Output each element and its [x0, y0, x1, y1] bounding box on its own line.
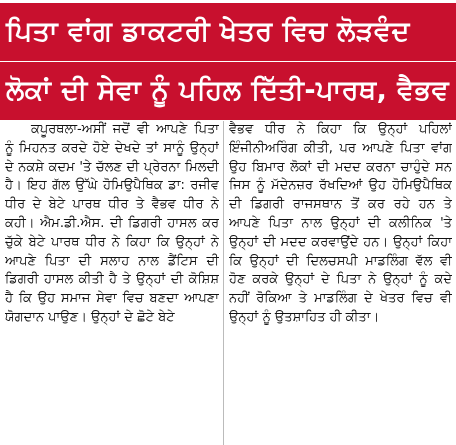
article-column-right — [229, 121, 452, 445]
article-paragraph-right: ਵੈਭਵ ਧੀਰ ਨੇ ਕਿਹਾ ਕਿ ਉਨ੍ਹਾਂ ਪਹਿਲਾਂ ਇੰਜੀਨੀਅਰਿੰਗ ਕੀਤੀ, ਪਰ ਆਪਣੇ ਪਿਤਾ ਵਾਂਗ ਉਹ ਬਿਮਾਰ ਲੋਕਾਂ ਦੀ ਮਦਦ ਕਰਨਾ ਚਾਹੁੰਦੇ ਸਨ ਜਿਸ ਨੂੰ ਮੱਦੇਨਜ਼ਰ ਰੱਖਦਿਆਂ ਉਹ ਹੋਮਿਉਪੈਥਿਕ ਦੀ ਡਿਗਰੀ ਰਾਜਸਥਾਨ ਤੋਂ ਕਰ ਰਹੇ ਹਨ ਤੇ ਆਪਣੇ ਪਿਤਾ ਨਾਲ ਉਨ੍ਹਾਂ ਦੀ ਕਲੀਨਿਕ 'ਤੇ ਉਨ੍ਹਾਂ ਦੀ ਮਦਦ ਕਰਵਾਉਂਦੇ ਹਨ। ਉਨ੍ਹਾਂ ਕਿਹਾ ਕਿ ਉਨ੍ਹਾਂ ਦੀ ਦਿਲਚਸਪੀ ਮਾਡਲਿੰਗ ਵੱਲ ਵੀ ਹੋਣ ਕਰਕੇ ਉਨ੍ਹਾਂ ਦੇ ਪਿਤਾ ਨੇ ਉਨ੍ਹਾਂ ਨੂੰ ਕਦੇ ਨਹੀਂ ਰੋਕਿਆ ਤੇ ਮਾਡਲਿੰਗ ਦੇ ਖੇਤਰ ਵਿਚ ਵੀ ਉਨ੍ਹਾਂ ਨੂੰ ਉਤਸ਼ਾਹਿਤ ਹੀ ਕੀਤਾ। — [229, 122, 452, 325]
headline-banner — [0, 0, 456, 120]
headline-line-2: ਲੋਕਾਂ ਦੀ ਸੇਵਾ ਨੂੰ ਪਹਿਲ ਦਿੱਤੀ-ਪਾਰਥ, ਵੈਭਵ — [0, 62, 456, 120]
article-column-left — [5, 121, 219, 445]
column-divider — [223, 121, 224, 445]
article-paragraph-left: ਕਪੂਰਥਲਾ-ਅਸੀਂ ਜਦੋਂ ਵੀ ਆਪਣੇ ਪਿਤਾ ਨੂੰ ਮਿਹਨਤ ਕਰਦੇ ਹੋਏ ਦੇਖਦੇ ਤਾਂ ਸਾਨੂੰ ਉਨ੍ਹਾਂ ਦੇ ਨਕਸ਼ੇ ਕਦਮ 'ਤੇ ਚੱਲਣ ਦੀ ਪ੍ਰੇਰਨਾ ਮਿਲਦੀ ਹੈ। ਇਹ ਗੱਲ ਉੱਘੇ ਹੋਮਿਉਪੈਥਿਕ ਡਾ: ਰਜੀਵ ਧੀਰ ਦੇ ਬੇਟੇ ਪਾਰਥ ਧੀਰ ਤੇ ਵੈਭਵ ਧੀਰ ਨੇ ਕਹੀ। ਐਮ.ਡੀ.ਐਸ. ਦੀ ਡਿਗਰੀ ਹਾਸਲ ਕਰ ਚੁੱਕੇ ਬੇਟੇ ਪਾਰਥ ਧੀਰ ਨੇ ਕਿਹਾ ਕਿ ਉਨ੍ਹਾਂ ਨੇ ਆਪਣੇ ਪਿਤਾ ਦੀ ਸਲਾਹ ਨਾਲ ਡੈਂਟਿਸ ਦੀ ਡਿਗਰੀ ਹਾਸਲ ਕੀਤੀ ਹੈ ਤੇ ਉਨ੍ਹਾਂ ਦੀ ਕੋਸ਼ਿਸ਼ ਹੈ ਕਿ ਉਹ ਸਮਾਜ ਸੇਵਾ ਵਿਚ ਬਣਦਾ ਆਪਣਾ ਯੋਗਦਾਨ ਪਾਉਣ। ਉਨ੍ਹਾਂ ਦੇ ਛੋਟੇ ਬੇਟੇ — [5, 122, 219, 325]
headline-line-1: ਪਿਤਾ ਵਾਂਗ ਡਾਕਟਰੀ ਖੇਤਰ ਵਿਚ ਲੋੜਵੰਦ — [0, 3, 456, 61]
article-body — [0, 121, 456, 445]
